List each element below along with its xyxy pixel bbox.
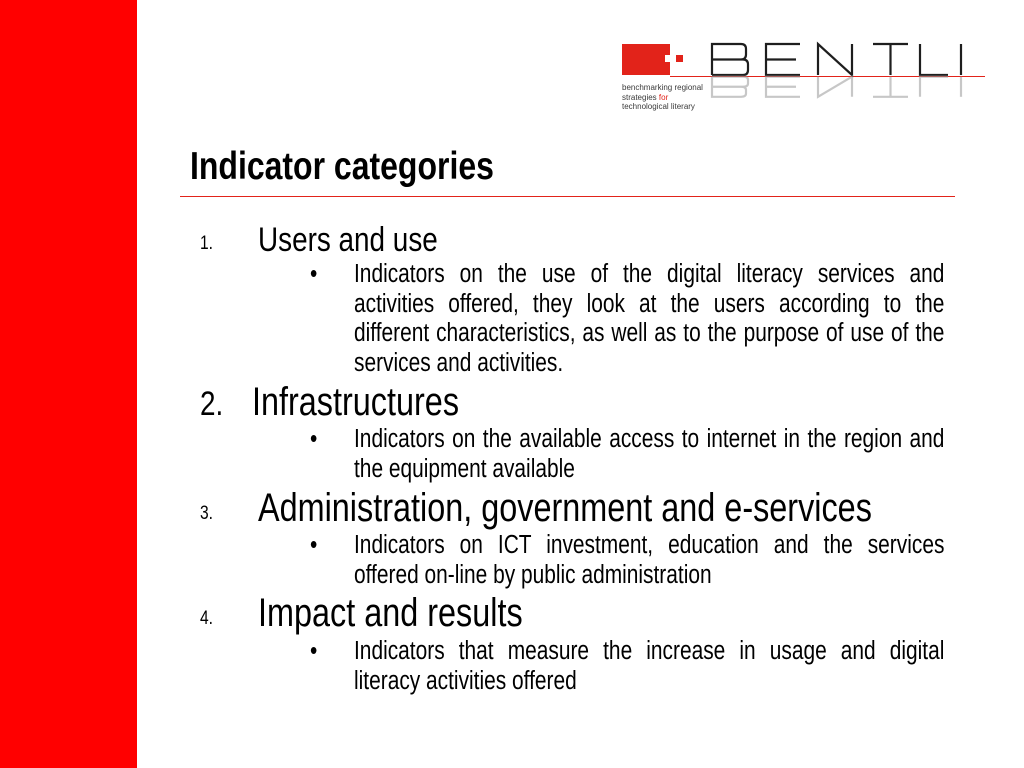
logo-tagline-line (622, 93, 703, 103)
logo-wordmark (712, 44, 961, 75)
category-number: 2. (200, 385, 224, 423)
logo-mark-notch (665, 55, 670, 62)
category-number: 4. (200, 608, 214, 629)
category-heading: Users and use (258, 221, 438, 259)
logo-tagline-text: strategies (622, 92, 657, 102)
logo-wordmark-reflection (712, 77, 961, 97)
bullet-marker: • (310, 425, 318, 453)
wordmark-letter-n (818, 44, 852, 75)
logo-tagline-highlight: for (658, 92, 669, 102)
category-description: Indicators on the use of the digital literacy services and activities offered, they look at the users according to the different characteristics, as well as to the purpose of use of the services and activities. (354, 260, 945, 377)
wordmark-letter-t (873, 44, 908, 75)
logo-tagline (622, 83, 703, 112)
logo-mark-block (622, 44, 670, 75)
title-divider (180, 196, 955, 197)
category-description: Indicators that measure the increase in usage and digital literacy activities offered (354, 637, 945, 695)
logo-mark-dot (676, 55, 683, 62)
wordmark-letter-e (766, 44, 800, 75)
bullet-marker: • (310, 531, 318, 559)
category-heading: Administration, government and e-services (258, 486, 872, 530)
wordmark-letter-l (920, 44, 948, 75)
category-number: 1. (200, 233, 214, 254)
logo-tagline-line: benchmarking regional (622, 83, 703, 92)
slide-title: Indicator categories (190, 145, 494, 188)
category-number: 3. (200, 503, 214, 524)
left-accent-bar (0, 0, 137, 768)
logo-tagline-line: technological literary (622, 102, 695, 111)
category-heading: Impact and results (258, 591, 523, 635)
bullet-marker: • (310, 637, 318, 665)
category-heading: Infrastructures (252, 380, 460, 424)
logo-mark (622, 44, 683, 75)
wordmark-letter-b (712, 44, 748, 75)
category-description: Indicators on ICT investment, education and the services offered on-line by public administration (354, 531, 945, 589)
bullet-marker: • (310, 260, 318, 288)
category-description: Indicators on the available access to internet in the region and the equipment available (354, 425, 945, 483)
